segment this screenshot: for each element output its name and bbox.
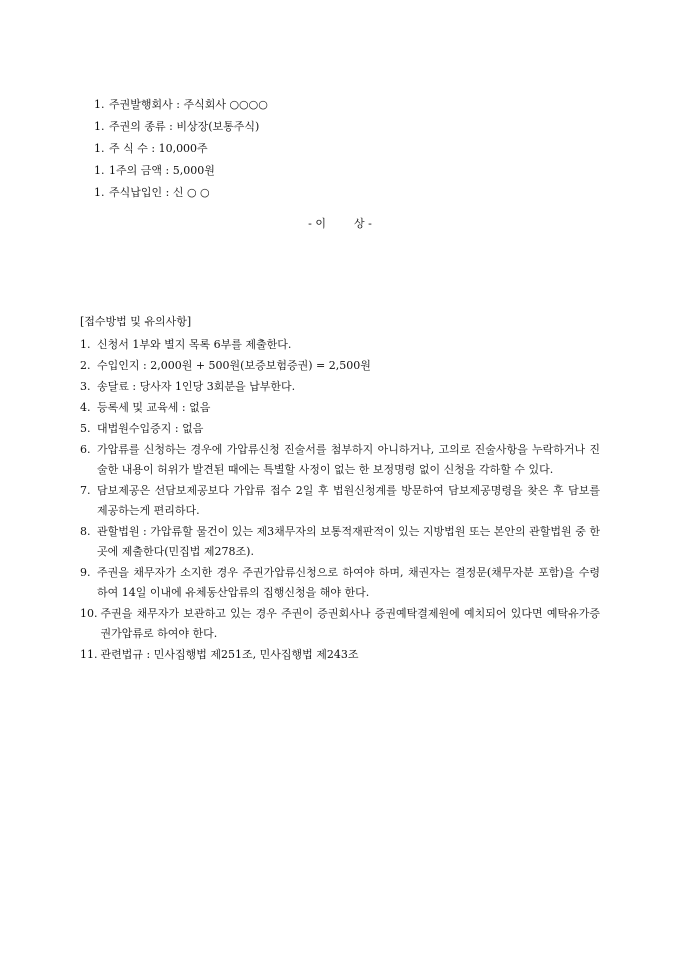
item-text: 1주의 금액 : 5,000원 bbox=[109, 164, 215, 177]
note-number: 11. bbox=[80, 648, 98, 661]
item-number: 1. bbox=[94, 186, 105, 199]
note-item bbox=[80, 604, 600, 644]
note-item bbox=[80, 335, 600, 355]
note-item bbox=[80, 356, 600, 376]
note-text: 송달료 : 당사자 1인당 3회분을 납부한다. bbox=[97, 380, 296, 393]
stock-item-type bbox=[94, 116, 268, 138]
note-text: 등록세 및 교육세 : 없음 bbox=[97, 401, 211, 414]
item-number: 1. bbox=[94, 120, 105, 133]
notes-title: [접수방법 및 유의사항] bbox=[80, 315, 192, 328]
note-number: 8. bbox=[80, 525, 91, 538]
stock-item-par-value bbox=[94, 160, 268, 182]
item-number: 1. bbox=[94, 98, 105, 111]
item-number: 1. bbox=[94, 142, 105, 155]
notes-section bbox=[80, 312, 600, 666]
end-marker bbox=[0, 216, 680, 232]
end-marker-close: 상 - bbox=[354, 217, 372, 230]
note-text: 수입인지 : 2,000원 + 500원(보증보험증권) = 2,500원 bbox=[97, 359, 371, 372]
item-number: 1. bbox=[94, 164, 105, 177]
item-text: 주권발행회사 : 주식회사 ○○○○ bbox=[109, 98, 268, 111]
note-item bbox=[80, 563, 600, 603]
note-text: 관련법규 : 민사집행법 제251조, 민사집행법 제243조 bbox=[100, 648, 359, 661]
note-number: 7. bbox=[80, 484, 91, 497]
stock-info-list bbox=[94, 94, 268, 204]
note-number: 9. bbox=[80, 566, 91, 579]
item-text: 주권의 종류 : 비상장(보통주식) bbox=[109, 120, 260, 133]
stock-item-issuer bbox=[94, 94, 268, 116]
note-number: 1. bbox=[80, 338, 91, 351]
note-text: 대법원수입증지 : 없음 bbox=[97, 422, 204, 435]
end-marker-open: - 이 bbox=[308, 217, 326, 230]
note-item bbox=[80, 398, 600, 418]
note-number: 3. bbox=[80, 380, 91, 393]
note-number: 5. bbox=[80, 422, 91, 435]
note-item bbox=[80, 481, 600, 521]
note-item bbox=[80, 377, 600, 397]
note-item bbox=[80, 522, 600, 562]
item-text: 주 식 수 : 10,000주 bbox=[109, 142, 208, 155]
note-text: 담보제공은 선담보제공보다 가압류 접수 2일 후 법원신청계를 방문하여 담보제공명령을 찾은 후 담보를 제공하는게 편리하다. bbox=[97, 484, 600, 517]
note-text: 주권을 채무자가 소지한 경우 주권가압류신청으로 하여야 하며, 채권자는 결정문(채무자분 포함)을 수령하여 14일 이내에 유체동산압류의 집행신청을 해야 한다. bbox=[97, 566, 600, 599]
note-text: 가압류를 신청하는 경우에 가압류신청 진술서를 첨부하지 아니하거나, 고의로 진술사항을 누락하거나 진술한 내용이 허위가 발견된 때에는 특별할 사정이 없는 한 보정명령 없이 신청을 각하할 수 있다. bbox=[97, 443, 600, 476]
note-number: 2. bbox=[80, 359, 91, 372]
note-number: 6. bbox=[80, 443, 91, 456]
note-item bbox=[80, 645, 600, 665]
note-item bbox=[80, 419, 600, 439]
note-item bbox=[80, 440, 600, 480]
note-text: 신청서 1부와 별지 목록 6부를 제출한다. bbox=[97, 338, 292, 351]
note-number: 4. bbox=[80, 401, 91, 414]
note-text: 주권을 채무자가 보관하고 있는 경우 주권이 증권회사나 증권예탁결제원에 예치되어 있다면 예탁유가증권가압류로 하여야 한다. bbox=[100, 607, 600, 640]
note-text: 관할법원 : 가압류할 물건이 있는 제3채무자의 보통적재판적이 있는 지방법원 또는 본안의 관할법원 중 한곳에 제출한다(민집법 제278조). bbox=[97, 525, 600, 558]
item-text: 주식납입인 : 신 ○ ○ bbox=[109, 186, 210, 199]
note-number: 10. bbox=[80, 607, 98, 620]
stock-item-payer bbox=[94, 182, 268, 204]
stock-item-count bbox=[94, 138, 268, 160]
